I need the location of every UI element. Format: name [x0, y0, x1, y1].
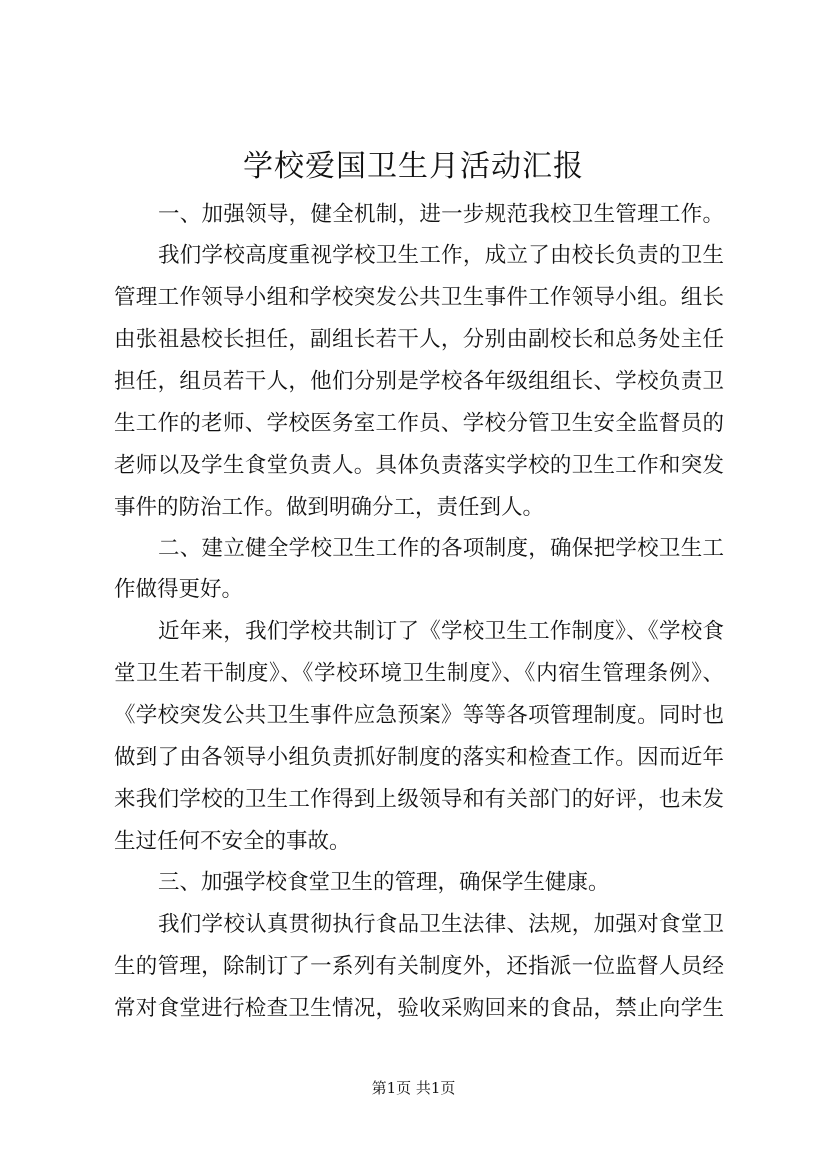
paragraph-line: 担任，组员若干人，他们分别是学校各年级组组长、学校负责卫	[114, 369, 724, 394]
heading-section-2-cont: 作做得更好。	[114, 577, 244, 602]
paragraph-line: 我们学校认真贯彻执行食品卫生法律、法规，加强对食堂卫	[158, 912, 724, 937]
paragraph-line: 常对食堂进行检查卫生情况，验收采购回来的食品，禁止向学生	[114, 996, 724, 1021]
paragraph-line: 来我们学校的卫生工作得到上级领导和有关部门的好评，也未发	[114, 787, 724, 812]
paragraph-line: 我们学校高度重视学校卫生工作，成立了由校长负责的卫生	[158, 243, 724, 268]
paragraph-line: 事件的防治工作。做到明确分工，责任到人。	[114, 495, 545, 520]
paragraph-line: 生的管理，除制订了一系列有关制度外，还指派一位监督人员经	[114, 954, 724, 979]
paragraph-line: 生工作的老师、学校医务室工作员、学校分管卫生安全监督员的	[114, 411, 724, 436]
document-title: 学校爱国卫生月活动汇报	[243, 149, 584, 184]
paragraph-line: 堂卫生若干制度》、《学校环境卫生制度》、《内宿生管理条例》、	[114, 661, 724, 686]
paragraph-line: 老师以及学生食堂负责人。具体负责落实学校的卫生工作和突发	[114, 453, 724, 478]
paragraph-line: 做到了由各领导小组负责抓好制度的落实和检查工作。因而近年	[114, 745, 724, 770]
paragraph-line: 生过任何不安全的事故。	[114, 829, 351, 854]
heading-section-3: 三、加强学校食堂卫生的管理，确保学生健康。	[158, 870, 610, 895]
heading-section-2: 二、建立健全学校卫生工作的各项制度，确保把学校卫生工	[158, 536, 724, 561]
heading-section-1: 一、加强领导，健全机制，进一步规范我校卫生管理工作。	[158, 202, 724, 227]
paragraph-line: 管理工作领导小组和学校突发公共卫生事件工作领导小组。组长	[114, 285, 724, 310]
page-number: 第1页 共1页	[371, 1079, 456, 1097]
paragraph-line: 由张祖悬校长担任，副组长若干人，分别由副校长和总务处主任	[114, 327, 724, 352]
paragraph-line: 《学校突发公共卫生事件应急预案》等等各项管理制度。同时也	[114, 703, 724, 728]
paragraph-line: 近年来，我们学校共制订了《学校卫生工作制度》、《学校食	[158, 619, 724, 644]
